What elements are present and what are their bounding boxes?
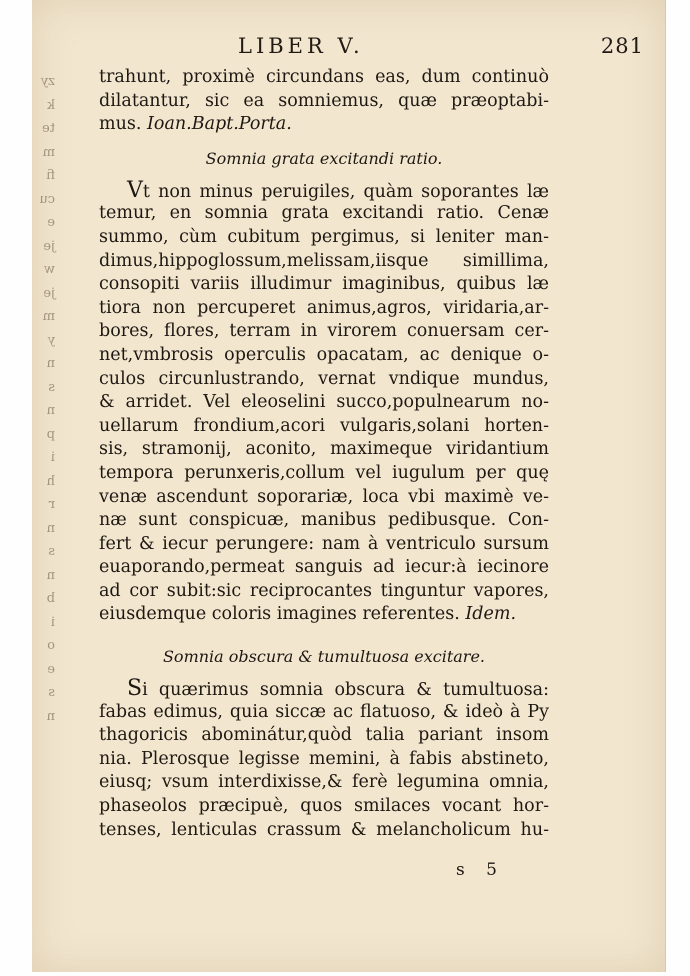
text-line: tempora perunxeris,collum vel iugulum per quę — [99, 462, 549, 483]
text-line — [99, 113, 549, 137]
bleed-glyph: n — [46, 708, 55, 724]
bleed-glyph: b — [46, 591, 55, 606]
section-paragraph — [99, 677, 549, 842]
text-line: phaseolos præcipuè, quos smilaces vocant hor- — [99, 796, 549, 817]
text-line: consopiti variis illudimur imaginibus, quibus læ — [99, 274, 549, 295]
bleed-glyph: k — [47, 97, 55, 113]
text-line: dimus,hippoglossum,melissam,iisque simillima, — [99, 250, 549, 271]
attribution: Ioan.Bapt.Porta. — [147, 114, 292, 135]
bleed-glyph: i — [50, 450, 55, 465]
text-line: euaporando,permeat sanguis ad iecur:à iecinore — [99, 557, 549, 578]
text-line: tenses, lenticulas crassum & melancholicum hu- — [99, 819, 549, 840]
bleed-glyph: e — [47, 215, 55, 230]
text-line: summo, cùm cubitum pergimus, si leniter man- — [99, 226, 549, 247]
text-line-content: mus. — [99, 114, 142, 135]
text-line: culos circunlustrando, vernat vndique mundus, — [99, 368, 549, 389]
text-line — [99, 603, 549, 627]
text-line: Si quærimus somnia obscura & tumultuosa: — [127, 676, 549, 702]
section-paragraph — [99, 179, 549, 604]
facing-page-bleed-through — [35, 70, 55, 724]
bleed-glyph: e — [47, 661, 55, 677]
bleed-glyph: y — [47, 332, 55, 348]
bleed-glyph: r — [48, 497, 55, 512]
text-line: dilatantur, sic ea somniemus, quæ præoptabi- — [99, 90, 549, 111]
page-number: 281 — [600, 34, 644, 58]
bleed-glyph: je — [43, 285, 55, 301]
text-line: bores, flores, terram in virorem conuersam cer- — [99, 321, 549, 342]
text-line: Vt non minus peruigiles, quàm soporantes læ — [127, 177, 549, 203]
bleed-glyph: fi — [46, 168, 55, 183]
bleed-glyph: m — [42, 144, 55, 160]
bleed-glyph: s — [48, 379, 55, 395]
bleed-glyph: m — [42, 309, 55, 324]
text-line: tiora non percuperet animus,agros, viridaria,ar- — [99, 297, 549, 318]
bleed-glyph: h — [46, 473, 55, 489]
bleed-glyph: zy — [40, 74, 55, 89]
bleed-glyph: n — [46, 520, 55, 536]
running-title: LIBER V. — [238, 34, 364, 58]
text-line: sis, stramonij, aconito, maximeque viridantium — [99, 439, 549, 460]
text-line: uellarum frondium,acori vulgaris,solani horten- — [99, 415, 549, 436]
running-head — [60, 34, 650, 64]
signature-mark: s 5 — [456, 860, 505, 880]
bleed-glyph: w — [43, 262, 55, 277]
attribution: Idem. — [465, 604, 517, 625]
text-line-content: eiusdemque coloris imagines referentes. — [99, 604, 460, 625]
bleed-glyph: je — [43, 238, 55, 254]
text-line: ad cor subit:sic reciprocantes tinguntur vapores, — [99, 580, 549, 601]
text-line: temur, en somnia grata excitandi ratio. Cenæ — [99, 203, 549, 224]
bleed-glyph: n — [46, 567, 55, 583]
bleed-glyph: n — [46, 403, 55, 418]
bleed-glyph: i — [50, 614, 55, 630]
text-line: næ sunt conspicuæ, manibus pedibusque. Con- — [99, 510, 549, 531]
body-text — [99, 66, 549, 842]
section-heading: Somnia obscura & tumultuosa excitare. — [162, 647, 486, 667]
text-line: venæ ascendunt soporariæ, loca vbi maximè ve- — [99, 486, 549, 507]
section-heading: Somnia grata excitandi ratio. — [205, 148, 443, 168]
bleed-glyph: o — [47, 638, 55, 653]
bleed-glyph: p — [46, 426, 55, 442]
bleed-glyph: s — [48, 685, 55, 700]
text-line: net,vmbrosis operculis opacatam, ac denique o- — [99, 344, 549, 365]
text-line: & arridet. Vel eleoselini succo,populnearum no- — [99, 392, 549, 413]
text-line: thagoricis abominátur,quòd talia pariant insom — [99, 725, 549, 746]
text-line: trahunt, proximè circundans eas, dum continuò — [99, 67, 549, 87]
bleed-glyph: n — [46, 356, 55, 371]
bleed-glyph: s — [48, 544, 55, 559]
text-line: fabas edimus, quia siccæ ac flatuoso, & ideò à Py — [99, 701, 549, 722]
bleed-glyph: te — [42, 121, 55, 136]
text-line: fert & iecur perungere: nam à ventriculo sursum — [99, 533, 549, 554]
bleed-glyph: cu — [39, 191, 55, 207]
text-line: nia. Plerosque legisse memini, à fabis abstineto, — [99, 748, 549, 769]
text-line: eiusq; vsum interdixisse,& ferè legumina omnia, — [99, 772, 549, 793]
